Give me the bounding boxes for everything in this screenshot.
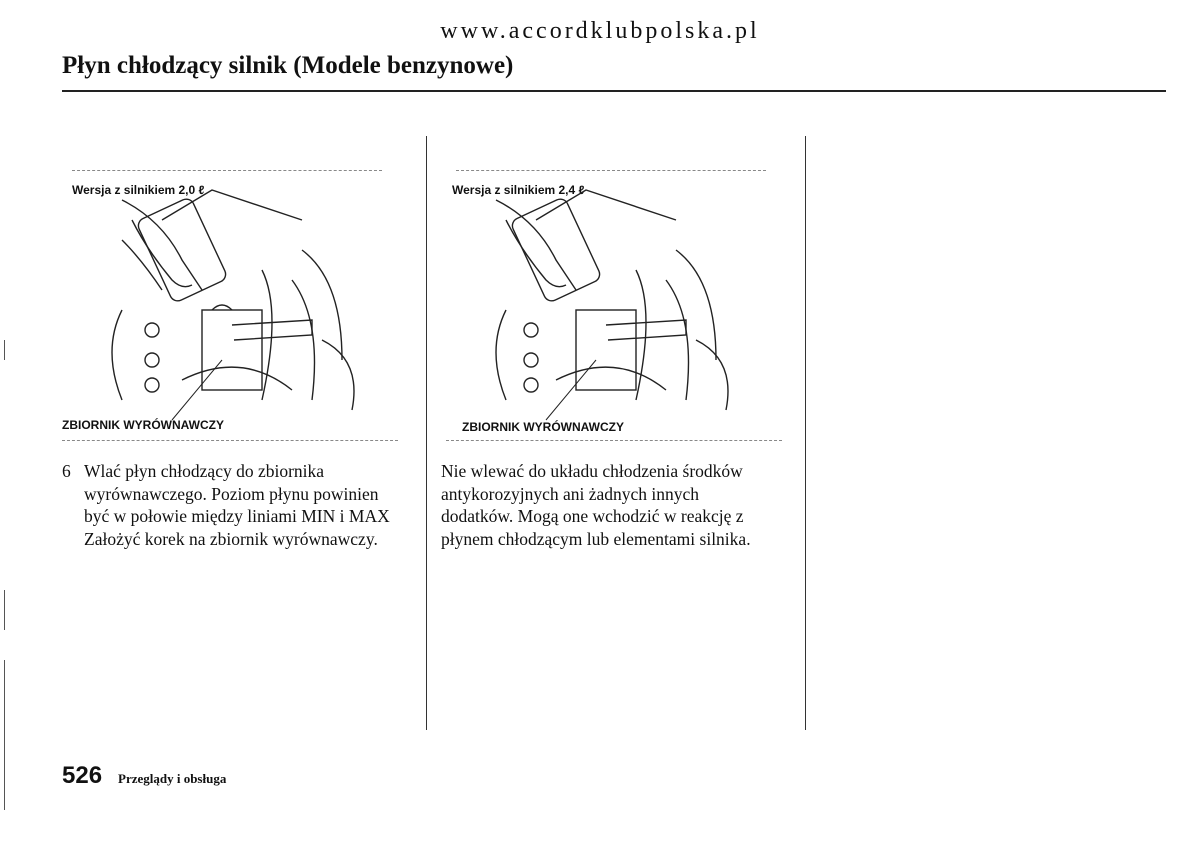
text-line: antykorozyjnych ani żadnych innych: [441, 483, 700, 504]
figure-caption-top: Wersja z silnikiem 2,4 ℓ: [452, 183, 585, 197]
column-divider-1: [426, 136, 427, 730]
text-line: wyrównawczego. Poziom płynu powinien: [84, 483, 379, 504]
page-title: Płyn chłodzący silnik (Modele benzynowe): [62, 52, 514, 79]
scan-edge-mark: [4, 340, 5, 360]
header-rule: [62, 90, 1166, 92]
warning-text: [441, 460, 791, 550]
figure-caption-top: Wersja z silnikiem 2,0 ℓ: [72, 183, 205, 197]
page-number: 526: [62, 762, 103, 789]
text-line: być w połowie między liniami MIN i MAX: [84, 506, 390, 526]
text-line: Założyć korek na zbiornik wyrównawczy.: [84, 528, 378, 549]
text-line: dodatków. Mogą one wchodzić w reakcję z: [441, 506, 744, 526]
step-6-text: [84, 460, 414, 550]
scan-edge-mark: [4, 660, 5, 810]
text-line: płynem chłodzącym lub elementami silnika.: [441, 528, 751, 549]
scan-edge-mark: [4, 590, 5, 630]
site-url: www.accordklubpolska.pl: [440, 18, 760, 44]
figure-bottom-dashline: [446, 440, 782, 442]
figure-engine-2-0: [62, 160, 398, 440]
figure-caption-bottom: ZBIORNIK WYRÓWNAWCZY: [462, 420, 624, 434]
column-divider-2: [805, 136, 806, 730]
figure-bottom-dashline: [62, 440, 398, 442]
step-6-number: 6: [62, 461, 71, 481]
engine-illustration: [62, 160, 398, 440]
text-line: Wlać płyn chłodzący do zbiornika: [84, 461, 325, 481]
figure-engine-2-4: [446, 160, 782, 440]
engine-illustration: [446, 160, 782, 440]
section-name: Przeglądy i obsługa: [118, 771, 227, 786]
figure-caption-bottom: ZBIORNIK WYRÓWNAWCZY: [62, 418, 224, 432]
text-line: Nie wlewać do układu chłodzenia środków: [441, 461, 743, 481]
